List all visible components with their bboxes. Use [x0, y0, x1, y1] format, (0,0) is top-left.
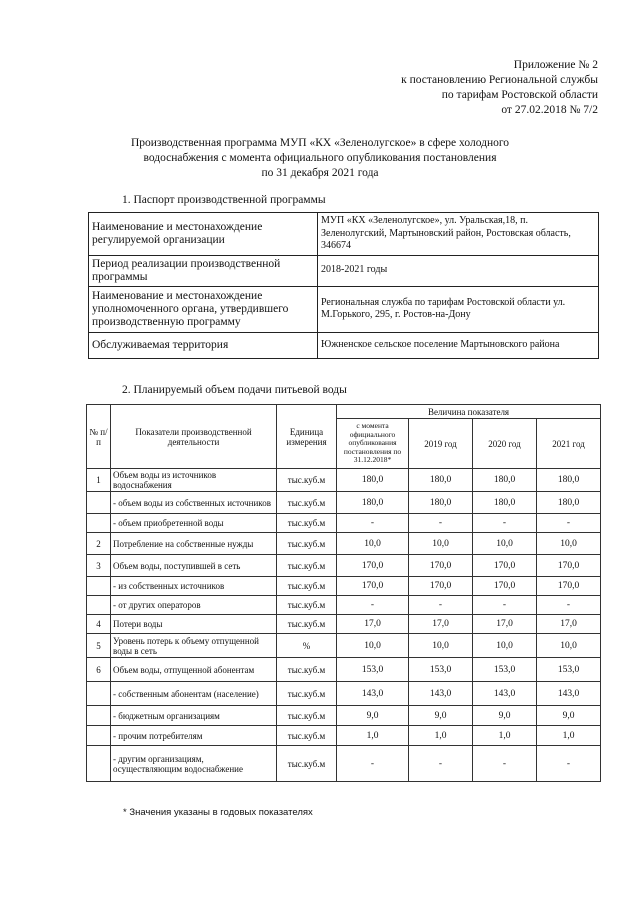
- row-value-2020: 143,0: [473, 682, 537, 706]
- row-value-2020: -: [473, 596, 537, 615]
- appendix-header: [401, 58, 598, 118]
- table-row: [87, 634, 601, 658]
- row-value-2018: 170,0: [337, 555, 409, 577]
- row-indicator: Объем воды из источников водоснабжения: [111, 469, 277, 492]
- row-value-2018: 170,0: [337, 577, 409, 596]
- row-value-2018: -: [337, 746, 409, 782]
- row-number: 5: [87, 634, 111, 658]
- row-value-2019: -: [409, 596, 473, 615]
- row-value-2020: 9,0: [473, 706, 537, 726]
- passport-row: [89, 332, 599, 358]
- appendix-line-1: Приложение № 2: [513, 59, 598, 71]
- row-unit: тыс.куб.м: [277, 514, 337, 533]
- row-number: 1: [87, 469, 111, 492]
- row-indicator: Объем воды, отпущенной абонентам: [111, 658, 277, 682]
- passport-label: Обслуживаемая территория: [89, 332, 318, 358]
- row-value-2019: 170,0: [409, 555, 473, 577]
- passport-row: [89, 286, 599, 332]
- row-value-2021: 9,0: [537, 706, 601, 726]
- row-value-2021: 170,0: [537, 577, 601, 596]
- plan-header-row: [87, 405, 601, 419]
- row-indicator: Уровень потерь к объему отпущенной воды в сеть: [111, 634, 277, 658]
- header-2021: 2021 год: [537, 419, 601, 469]
- row-value-2019: -: [409, 746, 473, 782]
- row-value-2021: 180,0: [537, 469, 601, 492]
- row-value-2019: 180,0: [409, 492, 473, 514]
- passport-label: Наименование и местонахождение уполномоченного органа, утвердившего производственную программу: [89, 286, 318, 332]
- row-value-2021: 10,0: [537, 634, 601, 658]
- row-value-2019: 1,0: [409, 726, 473, 746]
- row-value-2018: 180,0: [337, 469, 409, 492]
- table-row: [87, 682, 601, 706]
- footnote: * Значения указаны в годовых показателях: [123, 807, 313, 818]
- row-indicator: - из собственных источников: [111, 577, 277, 596]
- row-value-2021: 10,0: [537, 533, 601, 555]
- header-2020: 2020 год: [473, 419, 537, 469]
- row-number: 4: [87, 615, 111, 634]
- row-value-2018: 9,0: [337, 706, 409, 726]
- row-value-2020: 153,0: [473, 658, 537, 682]
- row-value-2020: 17,0: [473, 615, 537, 634]
- section-2-title: 2. Планируемый объем подачи питьевой воды: [122, 384, 347, 396]
- row-value-2019: 153,0: [409, 658, 473, 682]
- row-unit: тыс.куб.м: [277, 555, 337, 577]
- table-row: [87, 658, 601, 682]
- row-number: [87, 726, 111, 746]
- row-unit: %: [277, 634, 337, 658]
- header-indicator: Показатели производственной деятельности: [111, 405, 277, 469]
- header-2019: 2019 год: [409, 419, 473, 469]
- section-1-title: 1. Паспорт производственной программы: [122, 194, 326, 206]
- row-unit: тыс.куб.м: [277, 746, 337, 782]
- row-value-2020: 170,0: [473, 555, 537, 577]
- header-unit: Единица измерения: [277, 405, 337, 469]
- row-number: 3: [87, 555, 111, 577]
- header-value-group: Величина показателя: [337, 405, 601, 419]
- row-number: [87, 577, 111, 596]
- passport-label: Наименование и местонахождение регулируемой организации: [89, 213, 318, 256]
- table-row: [87, 514, 601, 533]
- row-indicator: - бюджетным организациям: [111, 706, 277, 726]
- row-value-2019: 10,0: [409, 533, 473, 555]
- row-unit: тыс.куб.м: [277, 469, 337, 492]
- row-value-2021: 1,0: [537, 726, 601, 746]
- row-value-2020: 1,0: [473, 726, 537, 746]
- row-value-2018: 153,0: [337, 658, 409, 682]
- row-value-2020: 180,0: [473, 469, 537, 492]
- table-row: [87, 615, 601, 634]
- row-unit: тыс.куб.м: [277, 577, 337, 596]
- row-unit: тыс.куб.м: [277, 726, 337, 746]
- row-unit: тыс.куб.м: [277, 615, 337, 634]
- program-title-line-1: Производственная программа МУП «КХ «Зеленолугское» в сфере холодного: [130, 137, 510, 149]
- passport-value: Южненское сельское поселение Мартыновского района: [318, 332, 599, 358]
- passport-label: Период реализации производственной программы: [89, 255, 318, 286]
- row-unit: тыс.куб.м: [277, 658, 337, 682]
- row-value-2021: -: [537, 746, 601, 782]
- row-unit: тыс.куб.м: [277, 533, 337, 555]
- table-row: [87, 492, 601, 514]
- row-value-2019: 170,0: [409, 577, 473, 596]
- table-row: [87, 726, 601, 746]
- table-row: [87, 706, 601, 726]
- passport-value: Региональная служба по тарифам Ростовской области ул. М.Горького, 295, г. Ростов-на-Дону: [318, 286, 599, 332]
- row-value-2019: 180,0: [409, 469, 473, 492]
- row-value-2021: 143,0: [537, 682, 601, 706]
- row-number: [87, 492, 111, 514]
- row-value-2018: -: [337, 514, 409, 533]
- row-value-2020: 180,0: [473, 492, 537, 514]
- row-value-2018: 10,0: [337, 533, 409, 555]
- water-supply-plan-table: [86, 404, 601, 782]
- row-value-2018: 17,0: [337, 615, 409, 634]
- passport-value: 2018-2021 годы: [318, 255, 599, 286]
- passport-value: МУП «КХ «Зеленолугское», ул. Уральская,18, п. Зеленолугский, Мартыновский район, Ростовская область, 346674: [318, 213, 599, 256]
- row-value-2019: 143,0: [409, 682, 473, 706]
- row-value-2021: 17,0: [537, 615, 601, 634]
- row-indicator: - объем воды из собственных источников: [111, 492, 277, 514]
- row-value-2021: 170,0: [537, 555, 601, 577]
- row-number: [87, 746, 111, 782]
- appendix-line-4: от 27.02.2018 № 7/2: [501, 104, 598, 116]
- row-number: [87, 514, 111, 533]
- row-number: [87, 596, 111, 615]
- table-row: [87, 469, 601, 492]
- program-title-line-2: водоснабжения с момента официального опубликования постановления: [143, 152, 497, 164]
- header-period-2018: с момента официального опубликования постановления по 31.12.2018*: [337, 419, 409, 469]
- row-value-2021: 153,0: [537, 658, 601, 682]
- table-row: [87, 746, 601, 782]
- row-value-2020: -: [473, 514, 537, 533]
- row-indicator: - от других операторов: [111, 596, 277, 615]
- row-value-2018: 143,0: [337, 682, 409, 706]
- table-row: [87, 577, 601, 596]
- row-indicator: Объем воды, поступившей в сеть: [111, 555, 277, 577]
- row-value-2019: 17,0: [409, 615, 473, 634]
- row-indicator: Потери воды: [111, 615, 277, 634]
- table-row: [87, 596, 601, 615]
- row-unit: тыс.куб.м: [277, 596, 337, 615]
- row-number: 2: [87, 533, 111, 555]
- appendix-line-3: по тарифам Ростовской области: [441, 89, 598, 101]
- passport-row: [89, 255, 599, 286]
- appendix-line-2: к постановлению Региональной службы: [401, 74, 598, 86]
- row-unit: тыс.куб.м: [277, 492, 337, 514]
- row-value-2020: -: [473, 746, 537, 782]
- row-number: [87, 682, 111, 706]
- row-value-2018: 180,0: [337, 492, 409, 514]
- row-unit: тыс.куб.м: [277, 682, 337, 706]
- row-indicator: - объем приобретенной воды: [111, 514, 277, 533]
- row-indicator: Потребление на собственные нужды: [111, 533, 277, 555]
- row-value-2020: 170,0: [473, 577, 537, 596]
- header-number: № п/п: [87, 405, 111, 469]
- row-value-2019: 10,0: [409, 634, 473, 658]
- passport-table: [88, 212, 599, 359]
- row-value-2018: -: [337, 596, 409, 615]
- row-value-2021: -: [537, 596, 601, 615]
- row-indicator: - прочим потребителям: [111, 726, 277, 746]
- row-value-2018: 10,0: [337, 634, 409, 658]
- row-value-2021: 180,0: [537, 492, 601, 514]
- row-value-2020: 10,0: [473, 533, 537, 555]
- table-row: [87, 555, 601, 577]
- table-row: [87, 533, 601, 555]
- passport-row: [89, 213, 599, 256]
- row-indicator: - собственным абонентам (население): [111, 682, 277, 706]
- row-unit: тыс.куб.м: [277, 706, 337, 726]
- row-number: [87, 706, 111, 726]
- row-indicator: - другим организациям, осуществляющим водоснабжение: [111, 746, 277, 782]
- row-value-2020: 10,0: [473, 634, 537, 658]
- row-value-2019: -: [409, 514, 473, 533]
- row-value-2021: -: [537, 514, 601, 533]
- program-title-line-3: по 31 декабря 2021 года: [261, 167, 379, 179]
- program-title: [0, 136, 640, 181]
- row-value-2019: 9,0: [409, 706, 473, 726]
- row-value-2018: 1,0: [337, 726, 409, 746]
- row-number: 6: [87, 658, 111, 682]
